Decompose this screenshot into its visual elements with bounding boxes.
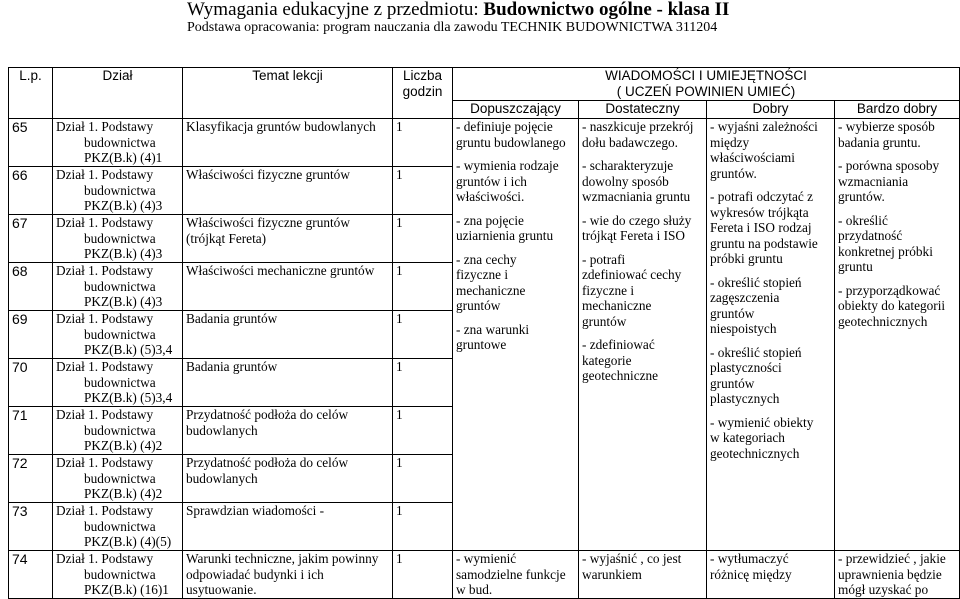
dopuszczajacy-line: uziarnienia gruntu: [456, 228, 554, 243]
temat-cell: [183, 263, 393, 311]
dzial-line: budownictwa: [84, 278, 156, 294]
dzial-line: Dział 1. Podstawy: [56, 167, 154, 182]
dostateczny-line: - scharakteryzuje: [582, 158, 674, 173]
dobry-line: geotechnicznych: [710, 445, 800, 461]
godzin-cell: 1: [393, 503, 453, 551]
temat-line: Badania gruntów: [186, 311, 278, 326]
dostateczny-line: fizyczne i: [582, 282, 635, 298]
dostateczny-line: dołu badawczego.: [582, 134, 678, 150]
dobry-line: - określić stopień: [710, 344, 802, 360]
dopuszczajacy-line: mechaniczne: [456, 282, 526, 298]
dostateczny-line: - potrafi: [582, 251, 626, 267]
dostateczny-line: gruntów: [582, 313, 627, 329]
dopuszczajacy-line: gruntów i ich: [456, 173, 527, 189]
dzial-line: budownictwa: [84, 374, 156, 390]
dzial-line: PKZ(B.k) (4)3: [84, 198, 163, 213]
godzin-cell: 1: [393, 167, 453, 215]
dzial-cell: [53, 551, 183, 599]
dobry-line: [710, 337, 831, 345]
header-wiadomosci-1: WIADOMOŚCI I UMIEJĘTNOŚCI: [605, 68, 807, 83]
dostateczny-last-line: - wyjaśnić , co jest: [582, 551, 682, 566]
dopuszczajacy-line: gruntu budowlanego: [456, 134, 566, 150]
dostateczny-line: [582, 329, 703, 337]
dopuszczajacy-line: [456, 244, 575, 252]
dzial-line: Dział 1. Podstawy: [56, 407, 154, 422]
godzin-cell: 1: [393, 455, 453, 503]
dopuszczajacy-line: gruntowe: [456, 337, 507, 352]
header-dobry: Dobry: [707, 101, 835, 119]
dostateczny-line: zdefiniować cechy: [582, 267, 682, 282]
godzin-cell: 1: [393, 551, 453, 599]
page-subtitle: Podstawa opracowania: program nauczania dla zawodu TECHNIK BUDOWNICTWA 311204: [187, 20, 718, 35]
header-temat: Temat lekcji: [183, 68, 393, 119]
temat-cell: [183, 215, 393, 263]
dzial-line: PKZ(B.k) (5)3,4: [84, 342, 173, 357]
dostateczny-line: [582, 150, 703, 158]
dzial-cell: [53, 455, 183, 503]
dopuszczajacy-last-line: samodzielne funkcje: [456, 566, 566, 582]
dzial-cell: [53, 167, 183, 215]
dzial-line: Dział 1. Podstawy: [56, 359, 154, 374]
dzial-line: PKZ(B.k) (16)1: [84, 582, 169, 597]
dostateczny-line: kategorie: [582, 352, 632, 368]
temat-line: Właściwości mechaniczne gruntów: [186, 263, 375, 278]
dobry-line: gruntów.: [710, 165, 757, 181]
dzial-line: Dział 1. Podstawy: [56, 263, 154, 278]
dobry-last-line: - wytłumaczyć: [710, 551, 789, 566]
dzial-cell: [53, 311, 183, 359]
bardzo_dobry-line: gruntów.: [838, 189, 885, 204]
dzial-line: PKZ(B.k) (4)3: [84, 294, 163, 309]
header-dzial: Dział: [53, 68, 183, 119]
lp-cell: 70: [9, 359, 53, 407]
requirements-table: [8, 67, 960, 599]
dostateczny-line: [582, 244, 703, 252]
dopuszczajacy-line: fizyczne i: [456, 267, 509, 282]
godzin-cell: 1: [393, 311, 453, 359]
temat-cell: [183, 359, 393, 407]
temat-cell: [183, 407, 393, 455]
dostateczny-line: [582, 205, 703, 213]
lp-cell: 74: [9, 551, 53, 599]
dostateczny-line: mechaniczne: [582, 298, 652, 313]
dzial-line: Dział 1. Podstawy: [56, 503, 154, 518]
dostateczny-cell: [579, 119, 707, 551]
dopuszczajacy-last-line: - wymienić: [456, 551, 517, 566]
dzial-line: Dział 1. Podstawy: [56, 551, 154, 566]
dzial-line: budownictwa: [84, 422, 156, 438]
dostateczny-line: - wie do czego służy: [582, 212, 692, 228]
dobry-line: [710, 407, 831, 415]
dobry-line: w kategoriach: [710, 430, 785, 445]
temat-cell: [183, 551, 393, 599]
godzin-cell: 1: [393, 263, 453, 311]
dobry-last-line: różnicę między: [710, 566, 792, 582]
header-godzin: godzin: [402, 84, 443, 99]
dopuszczajacy-line: [456, 314, 575, 322]
dopuszczajacy-line: - zna pojęcie: [456, 212, 524, 228]
bardzo_dobry-line: konkretnej próbki: [838, 243, 933, 259]
header-lp: L.p.: [9, 68, 53, 119]
dzial-line: PKZ(B.k) (4)3: [84, 246, 163, 261]
dostateczny-line: - zdefiniować: [582, 337, 655, 352]
dopuszczajacy-cell: [453, 119, 579, 551]
bardzo_dobry-line: [838, 150, 956, 158]
dzial-line: Dział 1. Podstawy: [56, 119, 154, 134]
bardzo_dobry-line: - określić: [838, 212, 888, 228]
dobry-cell: [707, 119, 835, 551]
dzial-line: PKZ(B.k) (4)(5): [84, 534, 172, 549]
dzial-cell: [53, 503, 183, 551]
dopuszczajacy-line: [456, 205, 575, 213]
dzial-cell: [53, 215, 183, 263]
dostateczny-last-line: warunkiem: [582, 566, 642, 582]
temat-line: Badania gruntów: [186, 359, 278, 374]
dzial-line: PKZ(B.k) (4)2: [84, 438, 163, 453]
dobry-line: Fereta i ISO rodzaj: [710, 220, 812, 235]
temat-line: Właściwości fizyczne gruntów: [186, 167, 350, 182]
dobry-line: [710, 181, 831, 189]
godzin-cell: 1: [393, 215, 453, 263]
bardzo_dobry-line: przydatność: [838, 228, 903, 243]
dobry-line: próbki gruntu: [710, 251, 783, 266]
dobry-line: wykresów trójkąta: [710, 204, 809, 220]
temat-line: usytuowanie.: [186, 582, 257, 597]
lp-cell: 68: [9, 263, 53, 311]
dobry-line: - określić stopień: [710, 274, 802, 290]
temat-cell: [183, 503, 393, 551]
dobry-line: gruntu na podstawie: [710, 235, 818, 251]
temat-line: Właściwości fizyczne gruntów: [186, 215, 350, 230]
lp-cell: 67: [9, 215, 53, 263]
dostateczny-line: geotechniczne: [582, 368, 659, 383]
dzial-line: PKZ(B.k) (4)1: [84, 150, 163, 165]
dostateczny-line: - naszkicuje przekrój: [582, 119, 694, 134]
bardzo_dobry-line: - porówna sposoby: [838, 158, 940, 173]
lp-cell: 66: [9, 167, 53, 215]
dopuszczajacy-line: gruntów: [456, 298, 501, 313]
temat-line: odpowiadać budynki i ich: [186, 566, 324, 582]
dostateczny-last-cell: [579, 551, 707, 599]
table-row: [9, 551, 960, 599]
dzial-line: budownictwa: [84, 518, 156, 534]
bardzo_dobry-line: obiekty do kategorii: [838, 298, 946, 313]
temat-line: budowlanych: [186, 470, 258, 486]
godzin-cell: 1: [393, 119, 453, 167]
bardzo_dobry-line: [838, 205, 956, 213]
temat-line: Przydatność podłoża do celów: [186, 407, 349, 422]
dzial-cell: [53, 407, 183, 455]
temat-line: Przydatność podłoża do celów: [186, 455, 349, 470]
dobry-line: między: [710, 134, 750, 150]
header-wiadomosci: [453, 68, 960, 101]
dopuszczajacy-line: - wymienia rodzaje: [456, 158, 559, 173]
dostateczny-line: wzmacniania gruntu: [582, 189, 691, 204]
bardzo_dobry-last-line: uprawnienia będzie: [838, 566, 942, 582]
lp-cell: 65: [9, 119, 53, 167]
dzial-line: budownictwa: [84, 470, 156, 486]
header-bardzo-dobry: Bardzo dobry: [835, 101, 960, 119]
table-row: [9, 119, 960, 167]
dopuszczajacy-last-cell: [453, 551, 579, 599]
dostateczny-line: trójkąt Fereta i ISO: [582, 228, 686, 243]
bardzo_dobry-line: badania gruntu.: [838, 134, 921, 150]
dobry-line: - wymienić obiekty: [710, 414, 814, 430]
dzial-line: budownictwa: [84, 326, 156, 342]
dobry-line: [710, 267, 831, 275]
dobry-line: gruntów: [710, 305, 755, 321]
header-liczba: Liczba: [402, 68, 443, 83]
dobry-line: niespoistych: [710, 321, 777, 336]
header-dostateczny: Dostateczny: [579, 101, 707, 119]
header-wiadomosci-2: ( UCZEŃ POWINIEN UMIEĆ): [616, 84, 796, 99]
dopuszczajacy-line: właściwości.: [456, 189, 525, 204]
bardzo_dobry-cell: [835, 119, 960, 551]
dzial-line: PKZ(B.k) (5)3,4: [84, 390, 173, 405]
dzial-cell: [53, 119, 183, 167]
bardzo_dobry-line: [838, 275, 956, 283]
lp-cell: 73: [9, 503, 53, 551]
dzial-cell: [53, 263, 183, 311]
lp-cell: 72: [9, 455, 53, 503]
dostateczny-line: dowolny sposób: [582, 173, 669, 189]
temat-cell: [183, 455, 393, 503]
lp-cell: 71: [9, 407, 53, 455]
bardzo_dobry-line: geotechnicznych: [838, 313, 928, 329]
dobry-line: plastycznych: [710, 391, 780, 406]
dobry-line: - wyjaśni zależności: [710, 119, 818, 134]
dopuszczajacy-line: [456, 150, 575, 158]
bardzo_dobry-last-line: - przewidzieć , jakie: [838, 551, 946, 566]
dzial-line: budownictwa: [84, 230, 156, 246]
dzial-line: Dział 1. Podstawy: [56, 455, 154, 470]
bardzo_dobry-line: gruntu: [838, 259, 873, 274]
dopuszczajacy-line: - zna cechy: [456, 251, 517, 267]
title-subject: Budownictwo ogólne - klasa II: [483, 0, 730, 20]
dopuszczajacy-last-line: w bud.: [456, 582, 493, 597]
dopuszczajacy-line: - zna warunki: [456, 321, 530, 337]
dzial-line: budownictwa: [84, 182, 156, 198]
dobry-last-cell: [707, 551, 835, 599]
dzial-cell: [53, 359, 183, 407]
temat-line: budowlanych: [186, 422, 258, 438]
bardzo_dobry-last-line: mógł uzyskać po: [838, 582, 929, 597]
dzial-line: PKZ(B.k) (4)2: [84, 486, 163, 501]
dobry-line: właściwościami: [710, 150, 795, 165]
temat-line: Klasyfikacja gruntów budowlanych: [186, 119, 376, 134]
temat-cell: [183, 167, 393, 215]
temat-cell: [183, 119, 393, 167]
page-title: [187, 0, 729, 20]
dzial-line: budownictwa: [84, 134, 156, 150]
bardzo_dobry-last-cell: [835, 551, 960, 599]
dobry-line: zagęszczenia: [710, 290, 780, 305]
dzial-line: Dział 1. Podstawy: [56, 311, 154, 326]
title-prefix: Wymagania edukacyjne z przedmiotu:: [187, 0, 484, 20]
header-dopuszczajacy: Dopuszczający: [453, 101, 579, 119]
temat-line: Warunki techniczne, jakim powinny: [186, 551, 379, 566]
temat-line: Sprawdzian wiadomości -: [186, 503, 325, 518]
bardzo_dobry-line: wzmacniania: [838, 173, 909, 189]
bardzo_dobry-line: - przyporządkować: [838, 282, 941, 298]
dobry-line: plastyczności: [710, 360, 782, 375]
lp-cell: 69: [9, 311, 53, 359]
temat-line: (trójkąt Fereta): [186, 230, 267, 246]
dobry-line: gruntów: [710, 375, 755, 391]
dopuszczajacy-line: - definiuje pojęcie: [456, 119, 553, 134]
header-liczba-godzin: [393, 68, 453, 119]
dzial-line: Dział 1. Podstawy: [56, 215, 154, 230]
dobry-line: - potrafi odczytać z: [710, 189, 813, 204]
godzin-cell: 1: [393, 359, 453, 407]
dzial-line: budownictwa: [84, 566, 156, 582]
godzin-cell: 1: [393, 407, 453, 455]
bardzo_dobry-line: - wybierze sposób: [838, 119, 935, 134]
temat-cell: [183, 311, 393, 359]
